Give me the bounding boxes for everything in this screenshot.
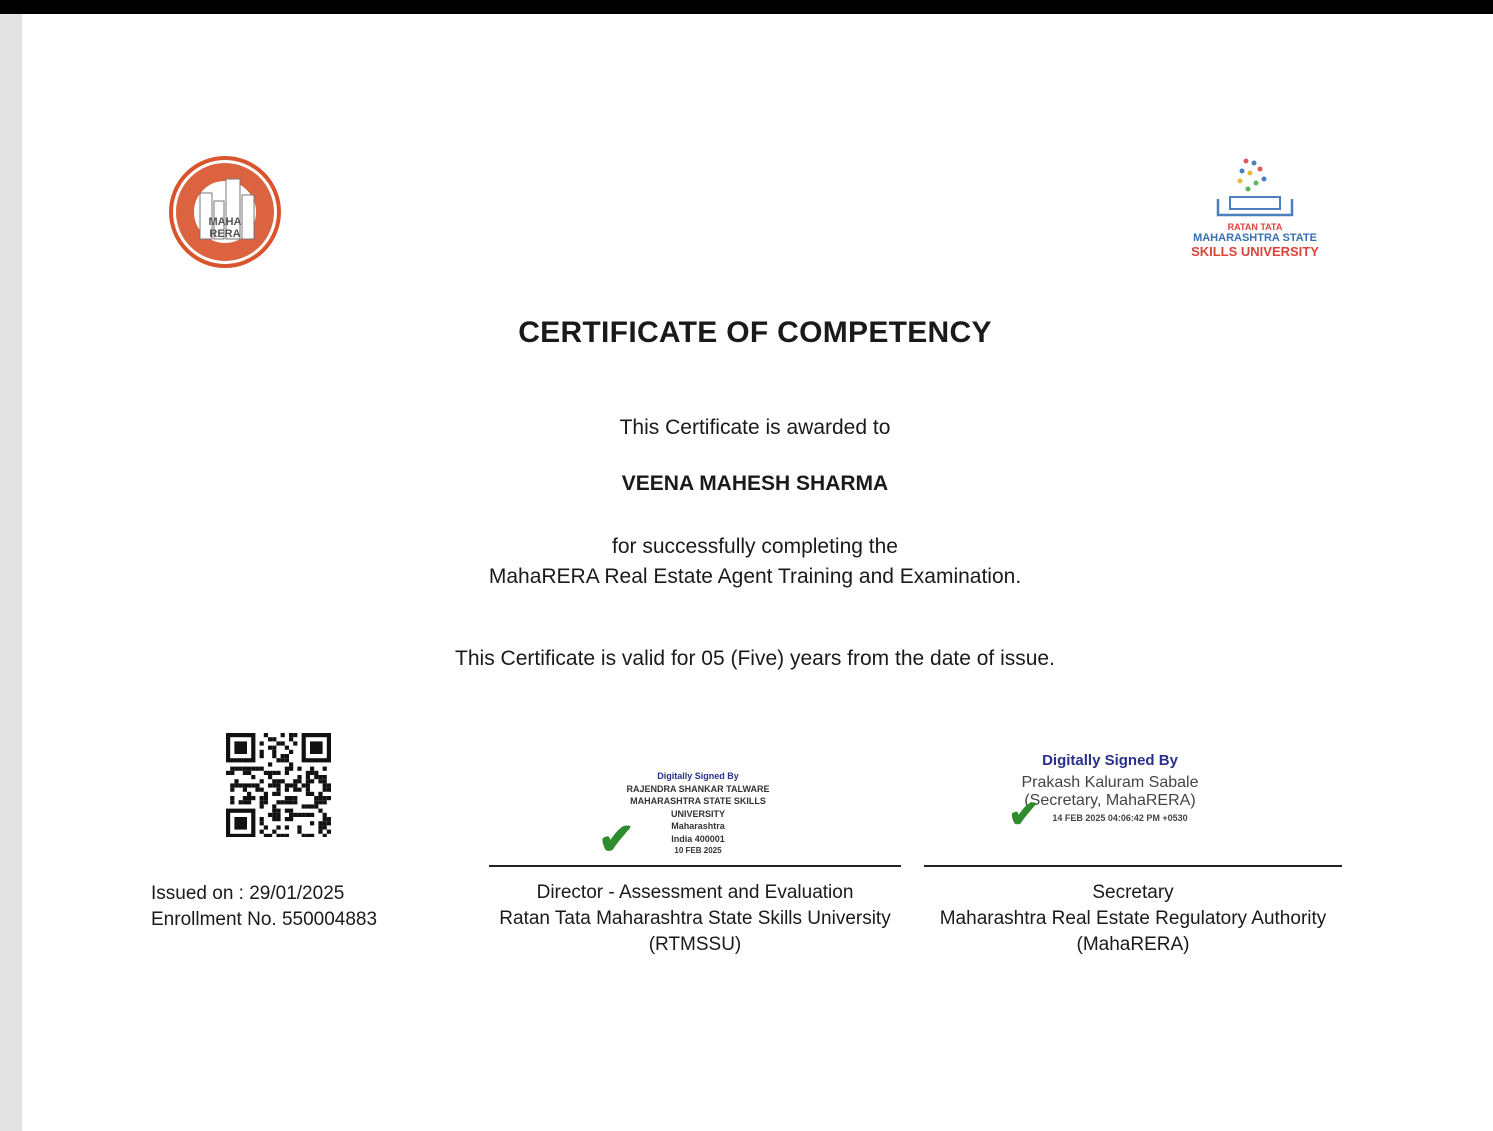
svg-text:MAHA: MAHA — [208, 216, 242, 228]
validity-text: This Certificate is valid for 05 (Five) years from the date of issue. — [455, 647, 1055, 670]
caption-role: Secretary — [1092, 882, 1174, 903]
caption-role: Director - Assessment and Evaluation — [536, 882, 854, 903]
rtmssu-logo — [1180, 155, 1330, 267]
logo-text-line2: MAHARASHTRA STATE — [1193, 232, 1317, 244]
maharera-logo — [168, 155, 282, 269]
caption-abbr: (MahaRERA) — [1076, 934, 1190, 955]
signer-state: Maharashtra — [671, 821, 725, 831]
digitally-signed-label: Digitally Signed By — [657, 771, 739, 781]
signature-line — [924, 865, 1342, 867]
caption-org: Maharashtra Real Estate Regulatory Authority — [939, 908, 1327, 929]
enrollment-number: Enrollment No. 550004883 — [151, 909, 378, 930]
signer-title: (Secretary, MahaRERA) — [1024, 792, 1196, 809]
signed-date: 14 FEB 2025 04:06:42 PM +0530 — [1052, 813, 1188, 823]
signatory-caption-maharera — [924, 880, 1342, 958]
signed-date: 10 FEB 2025 — [674, 846, 722, 855]
certificate-title: CERTIFICATE OF COMPETENCY — [518, 316, 992, 349]
issued-on: Issued on : 29/01/2025 — [151, 883, 345, 904]
signer-country: India 400001 — [671, 833, 725, 844]
digitally-signed-label: Digitally Signed By — [1042, 752, 1178, 769]
logo-text-line3: SKILLS UNIVERSITY — [1191, 244, 1319, 259]
reason-line-2: MahaRERA Real Estate Agent Training and Examination. — [488, 565, 1022, 588]
awarded-to-label: This Certificate is awarded to — [619, 416, 891, 439]
top-bar — [0, 0, 1493, 14]
signer-name: RAJENDRA SHANKAR TALWARE — [626, 783, 770, 794]
qr-code[interactable] — [226, 733, 332, 837]
check-icon: ✔ — [598, 815, 635, 864]
caption-org: Ratan Tata Maharashtra State Skills University — [499, 908, 891, 929]
signatory-caption-rtmssu — [489, 880, 901, 958]
reason-line-1: for successfully completing the — [612, 535, 898, 558]
left-gutter — [0, 14, 22, 1131]
check-icon: ✔ — [1008, 794, 1040, 836]
signer-org-2: UNIVERSITY — [670, 808, 725, 819]
logo-text-line1: RATAN TATA — [1227, 222, 1283, 232]
signature-line — [489, 865, 901, 867]
signer-name: Prakash Kaluram Sabale — [1021, 774, 1199, 791]
svg-text:RERA: RERA — [209, 228, 241, 240]
caption-abbr: (RTMSSU) — [648, 934, 742, 955]
signer-org: MAHARASHTRA STATE SKILLS — [630, 796, 766, 806]
issue-info — [151, 881, 377, 933]
recipient-name: VEENA MAHESH SHARMA — [621, 472, 889, 495]
